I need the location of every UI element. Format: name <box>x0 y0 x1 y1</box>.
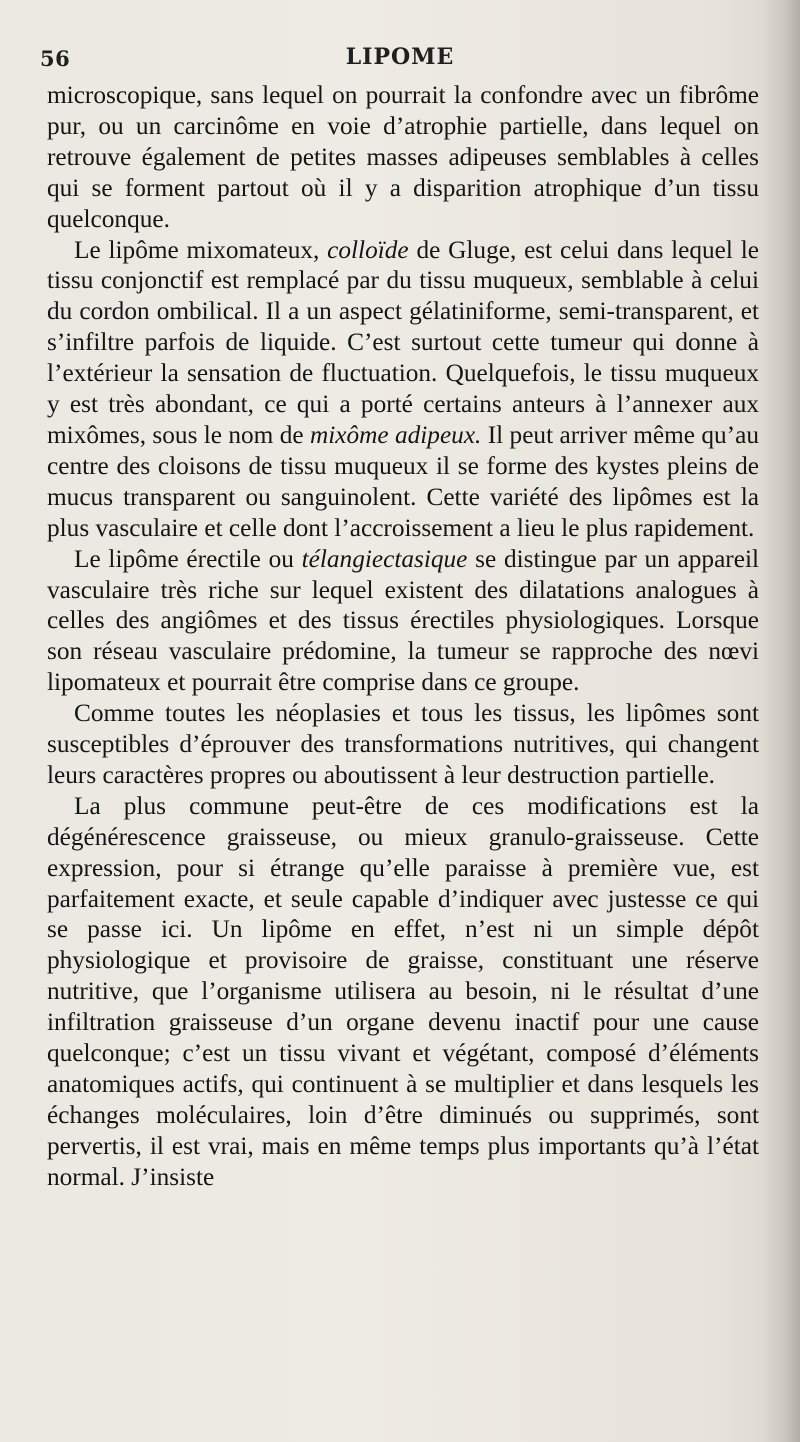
page-header <box>40 42 760 76</box>
text-segment: Il peut arriver même qu’au centre des cloisons de tissu muqueux il se forme des kystes pleins de mucus transparent ou sanguinolent. Cette variété des lipômes est la plus vasculaire et celle dont l’accroissement a lieu le plus rapidement. <box>47 420 759 542</box>
text-segment: microscopique, sans lequel on pourrait la confondre avec un fibrôme pur, ou un carcinôme en voie d’atrophie partielle, dans lequel on retrouve également de petites masses adipeuses semblables à celles qui se forment partout où il y a disparition atrophique d’un tissu quelconque. <box>47 81 759 233</box>
paragraph <box>47 698 759 791</box>
paragraph <box>47 544 759 699</box>
running-title: LIPOME <box>345 44 455 70</box>
page-number: 56 <box>40 46 71 71</box>
italic-term: télangiectasique <box>301 544 468 573</box>
text-segment: Comme toutes les néoplasies et tous les tissus, les lipômes sont susceptibles d’éprouver des transformations nutritives, qui changent leurs caractères propres ou aboutissent à leur destruction partielle. <box>47 699 759 789</box>
text-segment: Le lipôme mixomateux, <box>74 235 328 264</box>
paragraph <box>47 80 759 235</box>
binding-shadow <box>762 0 800 1442</box>
paragraph <box>47 791 759 1193</box>
text-segment: de Gluge, est celui dans lequel le tissu conjonctif est remplacé par du tissu muqueux, semblable à celui du cordon ombilical. Il a un aspect gélatiniforme, semi-transparent, et s’infiltre parfois de liquide. C’est surtout cette tumeur qui donne à l’extérieur la sensation de fluctuation. Quelquefois, le tissu muqueux y est très abondant, ce qui a porté certains anteurs à l’annexer aux mixômes, sous le nom de <box>47 235 759 449</box>
text-segment: Le lipôme érectile ou <box>74 544 302 573</box>
text-segment: se distingue par un appareil vasculaire très riche sur lequel existent des dilatations analogues à celles des angiômes et des tissus érectiles physiologiques. Lorsque son réseau vasculaire prédomine, la tumeur se rapproche des nœvi lipomateux et pourrait être comprise dans ce groupe. <box>47 544 760 697</box>
italic-term: colloïde <box>327 235 409 264</box>
body-text <box>47 80 759 1193</box>
text-segment: La plus commune peut-être de ces modifications est la dégénérescence graisseuse, ou mieux granulo-graisseuse. Cette expression, pour si étrange qu’elle paraisse à première vue, est parfaitement exacte, et seule capable d’indiquer avec justesse ce qui se passe ici. Un lipôme en effet, n’est ni un simple dépôt physiologique et provisoire de graisse, constituant une réserve nutritive, que l’organisme utilisera au besoin, ni le résultat d’une infiltration graisseuse d’un organe devenu inactif pour une cause quelconque; c’est un tissu vivant et végétant, composé d’éléments anatomiques actifs, qui continuent à se multiplier et dans lesquels les échanges moléculaires, loin d’être diminués ou supprimés, sont pervertis, il est vrai, mais en même temps plus importants qu’à l’état normal. J’insiste <box>47 791 759 1191</box>
italic-term: mixôme adipeux. <box>309 420 482 449</box>
paragraph <box>47 235 759 544</box>
